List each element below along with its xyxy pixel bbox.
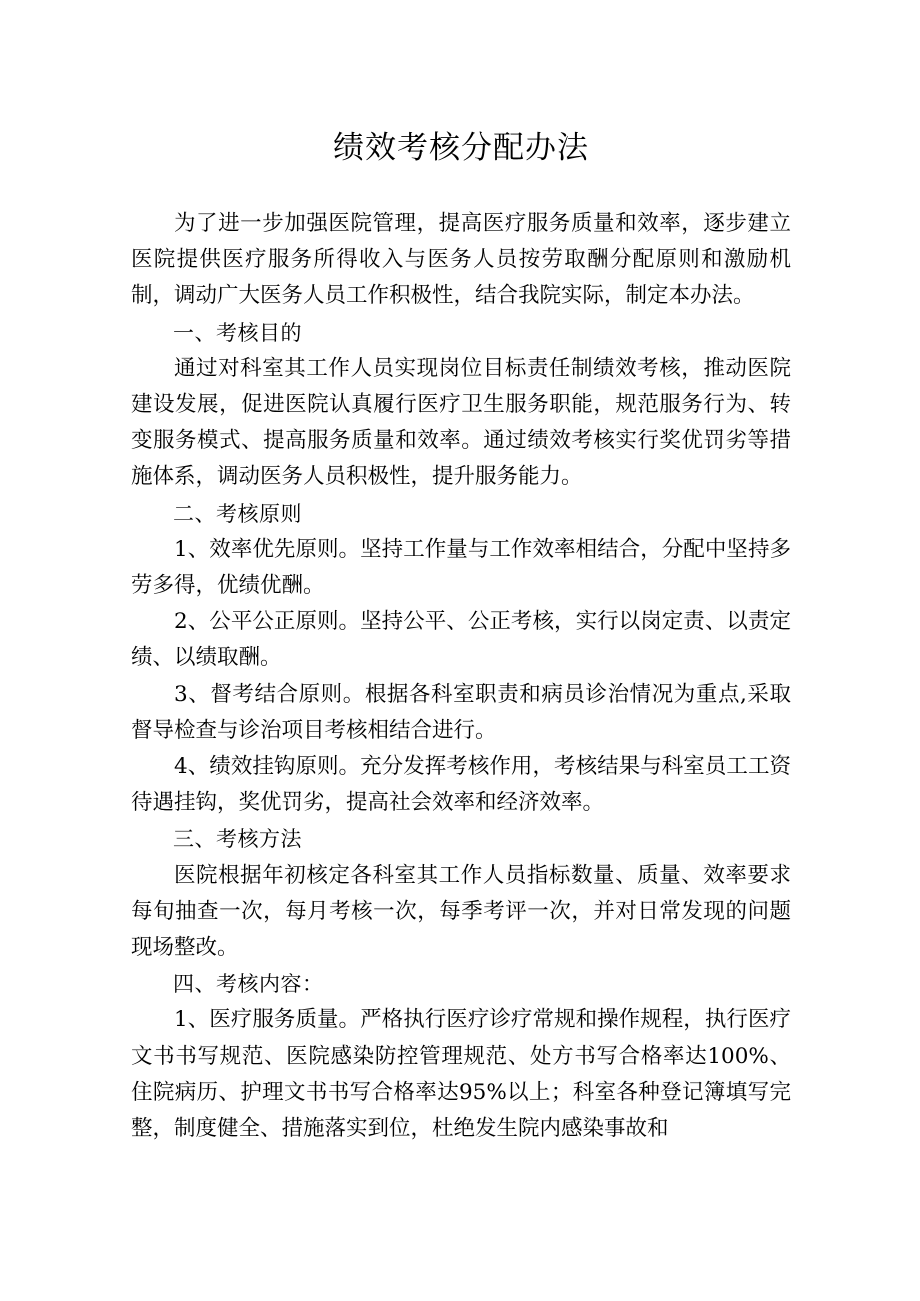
section-paragraph: 4、绩效挂钩原则。充分发挥考核作用，考核结果与科室员工工资待遇挂钩，奖优罚劣，提高社会效率和经济效率。 [131, 754, 791, 816]
section-paragraph: 3、督考结合原则。根据各科室职责和病员诊治情况为重点,采取督导检查与诊治项目考核相结合进行。 [131, 681, 791, 743]
section-heading-methods: 三、考核方法 [173, 827, 302, 852]
section-paragraph: 1、效率优先原则。坚持工作量与工作效率相结合，分配中坚持多劳多得，优绩优酬。 [131, 536, 791, 599]
intro-paragraph: 为了进一步加强医院管理，提高医疗服务质量和效率，逐步建立医院提供医疗服务所得收入与医务人员按劳取酬分配原则和激励机制，调动广大医务人员工作积极性，结合我院实际，制定本办法。 [131, 211, 791, 309]
section-paragraph: 1、医疗服务质量。严格执行医疗诊疗常规和操作规程，执行医疗文书书写规范、医院感染防控管理规范、处方书写合格率达100%、住院病历、护理文书书写合格率达95%以上；科室各种登记簿填写完整，制度健全、措施落实到位，杜绝发生院内感染事故和 [131, 1007, 791, 1142]
document-body [131, 206, 791, 1147]
section-paragraph: 医院根据年初核定各科室其工作人员指标数量、质量、效率要求每旬抽查一次，每月考核一次，每季考评一次，并对日常发现的问题现场整改。 [131, 862, 791, 961]
section-heading-purpose: 一、考核目的 [173, 320, 302, 345]
document-title: 绩效考核分配办法 [333, 130, 589, 166]
section-paragraph: 2、公平公正原则。坚持公平、公正考核，实行以岗定责、以责定绩、以绩取酬。 [131, 609, 791, 671]
section-heading-principles: 二、考核原则 [173, 501, 302, 526]
section-paragraph: 通过对科室其工作人员实现岗位目标责任制绩效考核，推动医院建设发展，促进医院认真履行医疗卫生服务职能，规范服务行为、转变服务模式、提高服务质量和效率。通过绩效考核实行奖优罚劣等措施体系，调动医务人员积极性，提升服务能力。 [131, 355, 791, 490]
section-heading-content: 四、考核内容： [173, 972, 324, 997]
